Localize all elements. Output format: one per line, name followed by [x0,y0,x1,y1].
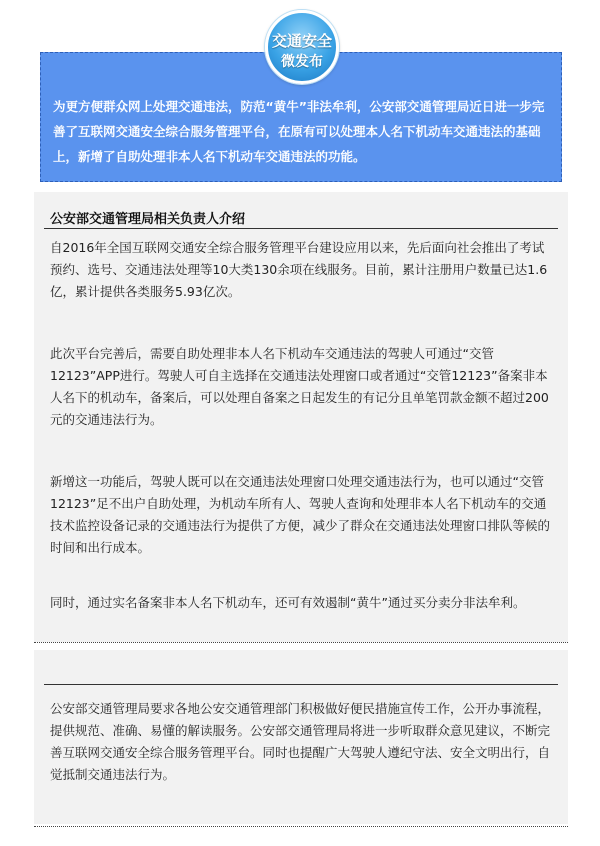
requirements-section [34,650,568,824]
section-divider [44,684,558,685]
paragraph-platform-overview: 自2016年全国互联网交通安全综合服务管理平台建设应用以来，先后面向社会推出了考试预约、选号、交通违法处理等10大类130余项在线服务。目前，累计注册用户数量已达1.6亿，累计提供各类服务5.93亿次。 [50,240,548,299]
paragraph-anti-scalper: 同时，通过实名备案非本人名下机动车，还可有效遏制“黄牛”通过买分卖分非法牟利。 [50,595,526,610]
dotted-divider-bottom [34,826,568,827]
section-title: 公安部交通管理局相关负责人介绍 [50,212,246,227]
intro-text: 为更方便群众网上处理交通违法，防范“黄牛”非法牟利，公安部交通管理局近日进一步完善了互联网交通安全综合服务管理平台，在原有可以处理本人名下机动车交通违法的基础上，新增了自助处理非本人名下机动车交通违法的功能。 [53,99,545,164]
badge-title-line1: 交通安全 [271,32,332,50]
title-divider [44,228,558,229]
dotted-divider [34,642,568,643]
traffic-safety-badge-logo [265,10,339,84]
paragraph-requirements: 公安部交通管理局要求各地公安交通管理部门积极做好便民措施宣传工作，公开办事流程，提供规范、准确、易懂的解读服务。公安部交通管理局将进一步听取群众意见建议，不断完善互联网交通安全综合服务管理平台。同时也提醒广大驾驶人遵纪守法、安全文明出行，自觉抵制交通违法行为。 [50,701,551,782]
official-statement-section [34,192,568,642]
badge-title-line2: 微发布 [281,54,323,70]
paragraph-app-usage: 此次平台完善后，需要自助处理非本人名下机动车交通违法的驾驶人可通过“交管12123”APP进行。驾驶人可自主选择在交通违法处理窗口或者通过“交管12123”备案非本人名下的机动车，备案后，可以处理自备案之日起发生的有记分且单笔罚款金额不超过200元的交通违法行为。 [50,346,549,427]
paragraph-new-feature: 新增这一功能后，驾驶人既可以在交通违法处理窗口处理交通违法行为，也可以通过“交管12123”足不出户自助处理，为机动车所有人、驾驶人查询和处理非本人名下机动车的交通技术监控设备记录的交通违法行为提供了方便，减少了群众在交通违法处理窗口排队等候的时间和出行成本。 [50,474,551,555]
